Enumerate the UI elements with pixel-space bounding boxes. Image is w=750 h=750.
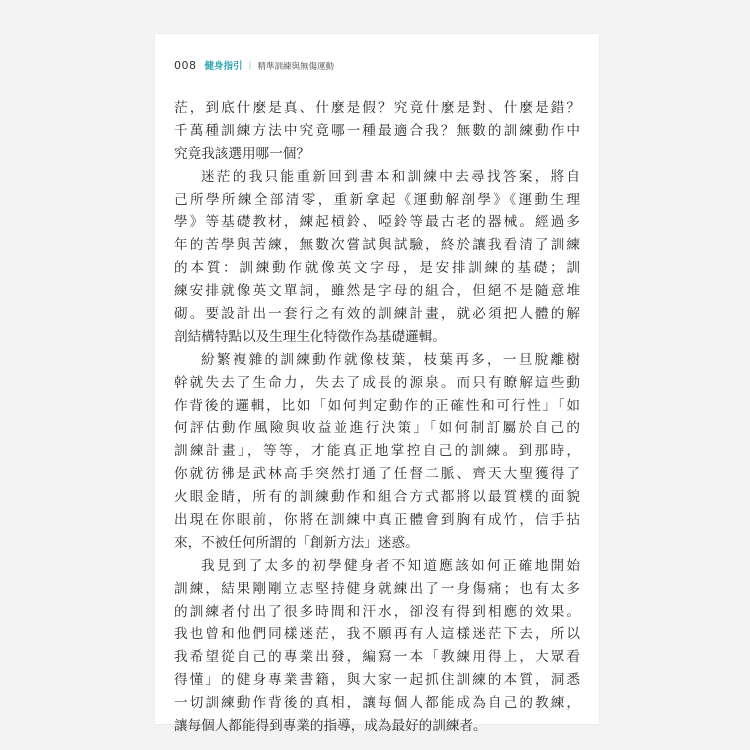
chapter-title: 精準訓練與無傷運動	[257, 62, 335, 72]
book-page	[155, 34, 599, 735]
text-line: 作背後的邏輯，比如「如何判定動作的正確性和可行性」「如	[174, 397, 580, 414]
text-line: 的本質：訓練動作就像英文字母，是安排訓練的基礎；訓	[174, 260, 580, 277]
text-line: 學》等基礎教材，練起槓鈴、啞鈴等最古老的器械。經過多	[174, 214, 580, 231]
text-line: 茫，到底什麼是真、什麼是假？究竟什麼是對、什麼是錯？	[174, 100, 580, 116]
text-line: 你就彷彿是武林高手突然打通了任督二脈、齊天大聖獲得了	[174, 466, 580, 483]
text-line: 我見到了太多的初學健身者不知道應該如何正確地開始	[201, 557, 580, 574]
text-line: 己所學所練全部清零，重新拿起《運動解剖學》《運動生理	[174, 191, 580, 208]
text-line: 練安排就像英文單詞，雖然是字母的組合，但絕不是隨意堆	[174, 283, 580, 300]
text-line: 砌。要設計出一套行之有效的訓練計畫，就必須把人體的解	[174, 306, 580, 323]
text-line: 來，不被任何所謂的「創新方法」迷惑。	[174, 534, 419, 551]
text-line: 幹就失去了生命力，失去了成長的源泉。而只有瞭解這些動	[174, 374, 580, 391]
running-header	[174, 58, 334, 72]
text-line: 得懂」的健身專業書籍，與大家一起抓住訓練的本質，洞悉	[174, 672, 580, 689]
text-line: 的訓練者付出了很多時間和汗水，卻沒有得到相應的效果。	[174, 603, 580, 620]
text-line: 我也曾和他們同樣迷茫，我不願再有人這樣迷茫下去，所以	[174, 626, 580, 643]
header-separator: ｜	[245, 62, 255, 72]
body-text	[174, 97, 580, 738]
text-line: 究竟我該選用哪一個？	[174, 145, 310, 162]
text-line: 一切訓練動作背後的真相，讓每個人都能成為自己的教練，	[174, 695, 580, 712]
text-line: 紛繁複雜的訓練動作就像枝葉，枝葉再多，一旦脫離樹	[201, 351, 580, 368]
text-line: 訓練計畫」，等等，才能真正地掌控自己的訓練。到那時，	[174, 443, 580, 460]
text-line: 剖結構特點以及生理生化特徵作為基礎邏輯。	[174, 328, 446, 345]
text-line: 迷茫的我只能重新回到書本和訓練中去尋找答案，將自	[201, 168, 580, 185]
text-line: 訓練，結果剛剛立志堅持健身就練出了一身傷痛；也有太多	[174, 580, 580, 597]
text-line: 我希望從自己的專業出發，編寫一本「教練用得上，大眾看	[174, 649, 580, 666]
section-title: 健身指引	[204, 61, 243, 72]
text-line: 年的苦學與苦練，無數次嘗試與試驗，終於讓我看清了訓練	[174, 237, 580, 254]
page-number: 008	[174, 59, 197, 72]
text-line: 出現在你眼前，你將在訓練中真正體會到胸有成竹，信手拈	[174, 512, 580, 529]
text-line: 火眼金睛，所有的訓練動作和組合方式都將以最質樸的面貌	[174, 489, 580, 506]
text-line: 何評估動作風險與收益並進行決策」「如何制訂屬於自己的	[174, 420, 580, 437]
text-line: 讓每個人都能得到專業的指導，成為最好的訓練者。	[174, 718, 487, 735]
text-line: 千萬種訓練方法中究竟哪一種最適合我？無數的訓練動作中	[174, 122, 580, 139]
